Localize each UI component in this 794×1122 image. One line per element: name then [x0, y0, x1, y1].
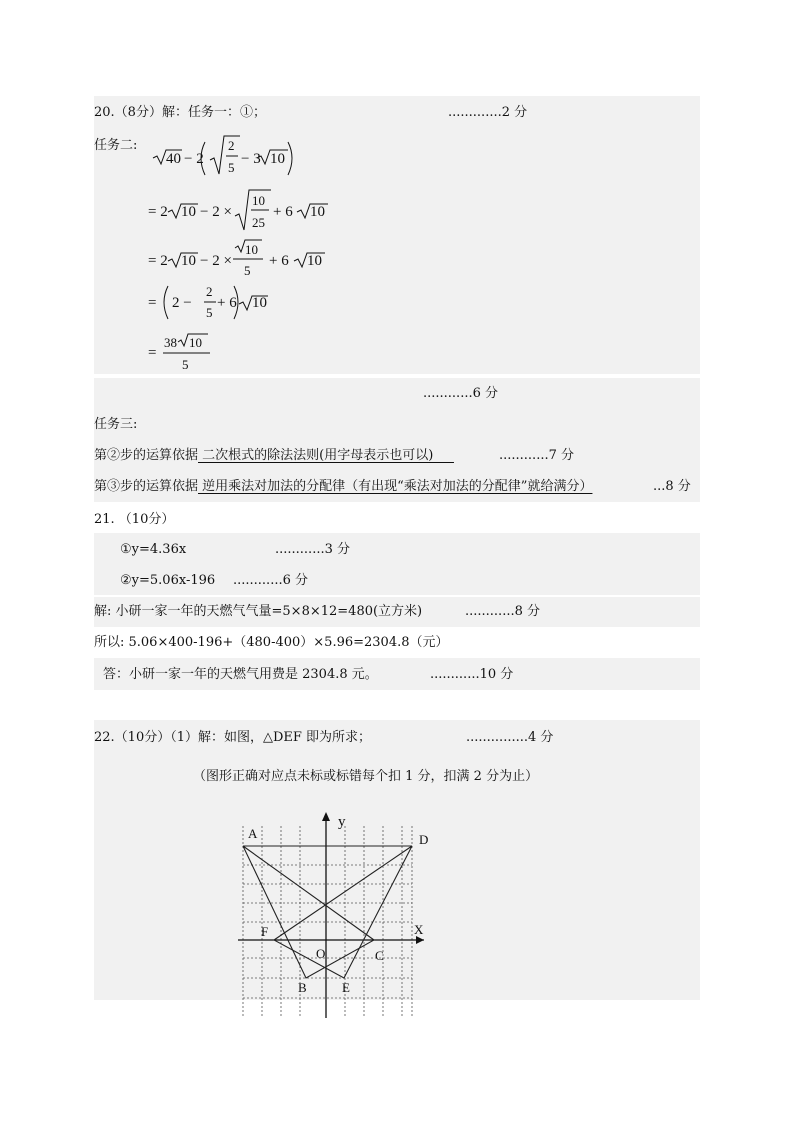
q21-header: 21. （10分）: [94, 512, 175, 527]
math-l2-10a: 10: [181, 204, 196, 220]
q20-step2-line: [94, 449, 454, 462]
q21-line2-score: ............6 分: [233, 573, 308, 588]
graph-label-A: A: [248, 826, 258, 841]
math-l2-den: 25: [252, 215, 265, 230]
math-l5-sqrt: 10: [189, 335, 202, 350]
math-l3-eq: = 2: [148, 253, 168, 269]
math-l3-mid: − 2 ×: [200, 253, 232, 269]
math-l4-plus6: + 6: [217, 295, 237, 311]
math-l3-10b: 10: [307, 253, 322, 269]
graph-label-x: X: [414, 922, 424, 937]
q22-note: （图形正确对应点未标或标错每个扣 1 分，扣满 2 分为止）: [193, 769, 539, 784]
q21-line1: ①y=4.36x: [120, 542, 187, 557]
q20-math-derivation: [148, 130, 348, 370]
q20-step3-score: ...8 分: [653, 479, 691, 494]
q20-step2-answer: 二次根式的除法法则(用字母表示也可以): [198, 448, 454, 463]
q20-task3-label: 任务三:: [94, 417, 138, 432]
graph-label-F: F: [261, 924, 269, 939]
q21-line4: 所以: 5.06×400-196+（480-400）×5.96=2304.8（元）: [94, 635, 449, 650]
q21-line5: 答：小研一家一年的天燃气用费是 2304.8 元。: [103, 667, 378, 682]
math-l1-num: 2: [228, 138, 235, 153]
graph-label-O: O: [316, 946, 326, 961]
q20-step3-line: [94, 480, 592, 493]
math-l5-coef: 38: [164, 335, 177, 350]
q20-step3-answer: 逆用乘法对加法的分配律（有出现“乘法对加法的分配律”就给满分）: [198, 479, 593, 494]
q20-task2-label: 任务二:: [94, 138, 138, 153]
math-l4-10: 10: [252, 295, 267, 311]
q20-step2-prefix: 第②步的运算依据: [94, 448, 199, 463]
q20-step2-score: ............7 分: [499, 448, 574, 463]
q22-header-score: ...............4 分: [466, 730, 554, 745]
math-l4-eq: =: [148, 295, 157, 311]
q20-score2: ............6 分: [423, 386, 498, 401]
math-l4-two: 2 −: [172, 295, 192, 311]
math-l3-10a: 10: [181, 253, 196, 269]
math-l4-num: 2: [206, 284, 213, 299]
q21-line3-score: ............8 分: [465, 604, 540, 619]
q20-header: 20.（8分）解：任务一：①；: [94, 105, 266, 120]
math-l3-den: 5: [244, 263, 251, 278]
math-l5-eq: =: [148, 345, 157, 361]
graph-label-C: C: [375, 948, 384, 963]
math-l3-plus: + 6: [269, 253, 289, 269]
math-l2-10b: 10: [310, 204, 325, 220]
math-l1-40: 40: [166, 151, 181, 167]
q20-score1: .............2 分: [448, 105, 528, 120]
math-l5-den: 5: [182, 357, 189, 372]
math-l3-num: 10: [245, 242, 258, 257]
q21-line1-score: ............3 分: [275, 542, 350, 557]
q21-line2: ②y=5.06x-196: [120, 573, 216, 588]
graph-label-y: y: [338, 814, 346, 830]
q22-header: 22.（10分）（1）解：如图，△DEF 即为所求；: [94, 730, 372, 745]
math-l4-den: 5: [206, 305, 213, 320]
math-l1-10: 10: [270, 151, 285, 167]
graph-label-B: B: [298, 980, 307, 995]
math-l2-eq: = 2: [148, 204, 168, 220]
math-l1-den: 5: [228, 160, 235, 175]
q21-line3: 解: 小研一家一年的天燃气气量=5×8×12=480(立方米): [94, 604, 423, 619]
math-l1-minus2: − 2: [184, 151, 204, 167]
math-l2-num: 10: [252, 193, 265, 208]
graph-label-E: E: [342, 980, 350, 995]
q20-step3-prefix: 第③步的运算依据: [94, 479, 199, 494]
math-l2-plus: + 6: [273, 204, 293, 220]
math-l2-mid: − 2 ×: [200, 204, 232, 220]
graph-label-D: D: [419, 832, 429, 847]
math-l1-minus3: − 3: [241, 151, 261, 167]
q21-line5-score: ............10 分: [430, 667, 514, 682]
q22-coordinate-graph: [228, 808, 438, 1020]
